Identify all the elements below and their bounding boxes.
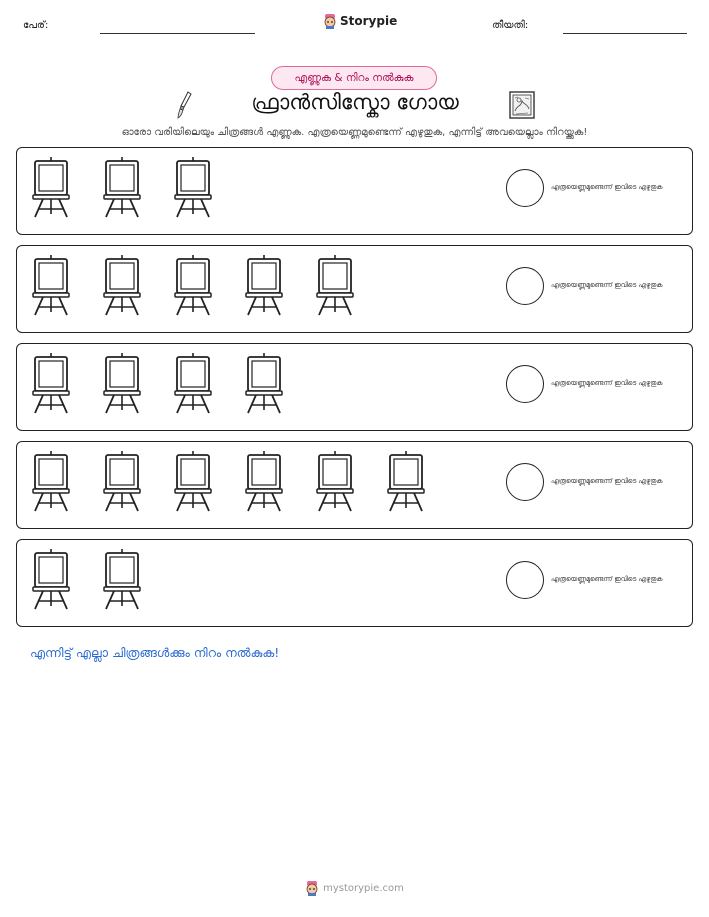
easel-icon — [102, 352, 142, 414]
easel-icon — [102, 254, 142, 316]
easel-icon — [31, 156, 71, 218]
answer-label: എത്രയെണ്ണമുണ്ടെന്ന് ഇവിടെ എഴുതുക — [551, 379, 663, 387]
easel-icon — [102, 156, 142, 218]
brand-logo — [323, 13, 397, 29]
date-label: തീയതി: — [492, 20, 529, 31]
easel-icon — [173, 352, 213, 414]
title-row — [0, 88, 709, 122]
row-icons — [31, 450, 457, 512]
easel-icon — [173, 156, 213, 218]
name-label: പേര്: — [23, 20, 49, 31]
counting-row — [16, 441, 693, 529]
answer-label: എത്രയെണ്ണമുണ്ടെന്ന് ഇവിടെ എഴുതുക — [551, 575, 663, 583]
counting-rows — [16, 147, 693, 637]
painting-icon — [509, 91, 535, 119]
counting-row — [16, 539, 693, 627]
answer-label: എത്രയെണ്ണമുണ്ടെന്ന് ഇവിടെ എഴുതുക — [551, 477, 663, 485]
storypie-mascot-icon — [305, 880, 319, 896]
easel-icon — [102, 548, 142, 610]
instructions: ഓരോ വരിയിലെയും ചിത്രങ്ങൾ എണ്ണുക. എത്രയെണ്ണമുണ്ടെന്ന് എഴുതുക, എന്നിട്ട് അവയെല്ലാം നിറയ്ക്കുക! — [121, 127, 588, 138]
counting-row — [16, 343, 693, 431]
footer-url[interactable]: mystorypie.com — [323, 882, 404, 894]
footer — [0, 880, 709, 896]
easel-icon — [102, 450, 142, 512]
counting-row — [16, 245, 693, 333]
easel-icon — [244, 450, 284, 512]
easel-icon — [31, 254, 71, 316]
easel-icon — [173, 450, 213, 512]
date-line[interactable] — [563, 33, 687, 34]
row-icons — [31, 254, 386, 316]
name-line[interactable] — [100, 33, 255, 34]
answer-label: എത്രയെണ്ണമുണ്ടെന്ന് ഇവിടെ എഴുതുക — [551, 183, 663, 191]
storypie-mascot-icon — [323, 13, 337, 29]
page-title: ഫ്രാൻസിസ്കോ ഗോയ — [251, 90, 459, 114]
easel-icon — [244, 352, 284, 414]
answer-circle[interactable] — [506, 267, 544, 305]
easel-icon — [315, 254, 355, 316]
answer-circle[interactable] — [506, 561, 544, 599]
easel-icon — [31, 450, 71, 512]
easel-icon — [315, 450, 355, 512]
answer-circle[interactable] — [506, 463, 544, 501]
paintbrush-icon — [176, 91, 194, 119]
row-icons — [31, 352, 315, 414]
answer-circle[interactable] — [506, 365, 544, 403]
footer-instruction: എന്നിട്ട് എല്ലാ ചിത്രങ്ങൾക്കും നിറം നൽകുക! — [30, 645, 280, 660]
easel-icon — [31, 352, 71, 414]
brand-name: Storypie — [340, 14, 398, 28]
answer-label: എത്രയെണ്ണമുണ്ടെന്ന് ഇവിടെ എഴുതുക — [551, 281, 663, 289]
easel-icon — [386, 450, 426, 512]
answer-circle[interactable] — [506, 169, 544, 207]
easel-icon — [31, 548, 71, 610]
row-icons — [31, 548, 173, 610]
activity-pill-label: എണ്ണുക & നിറം നൽകുക — [294, 71, 414, 84]
counting-row — [16, 147, 693, 235]
row-icons — [31, 156, 244, 218]
activity-pill — [271, 66, 437, 90]
easel-icon — [244, 254, 284, 316]
easel-icon — [173, 254, 213, 316]
